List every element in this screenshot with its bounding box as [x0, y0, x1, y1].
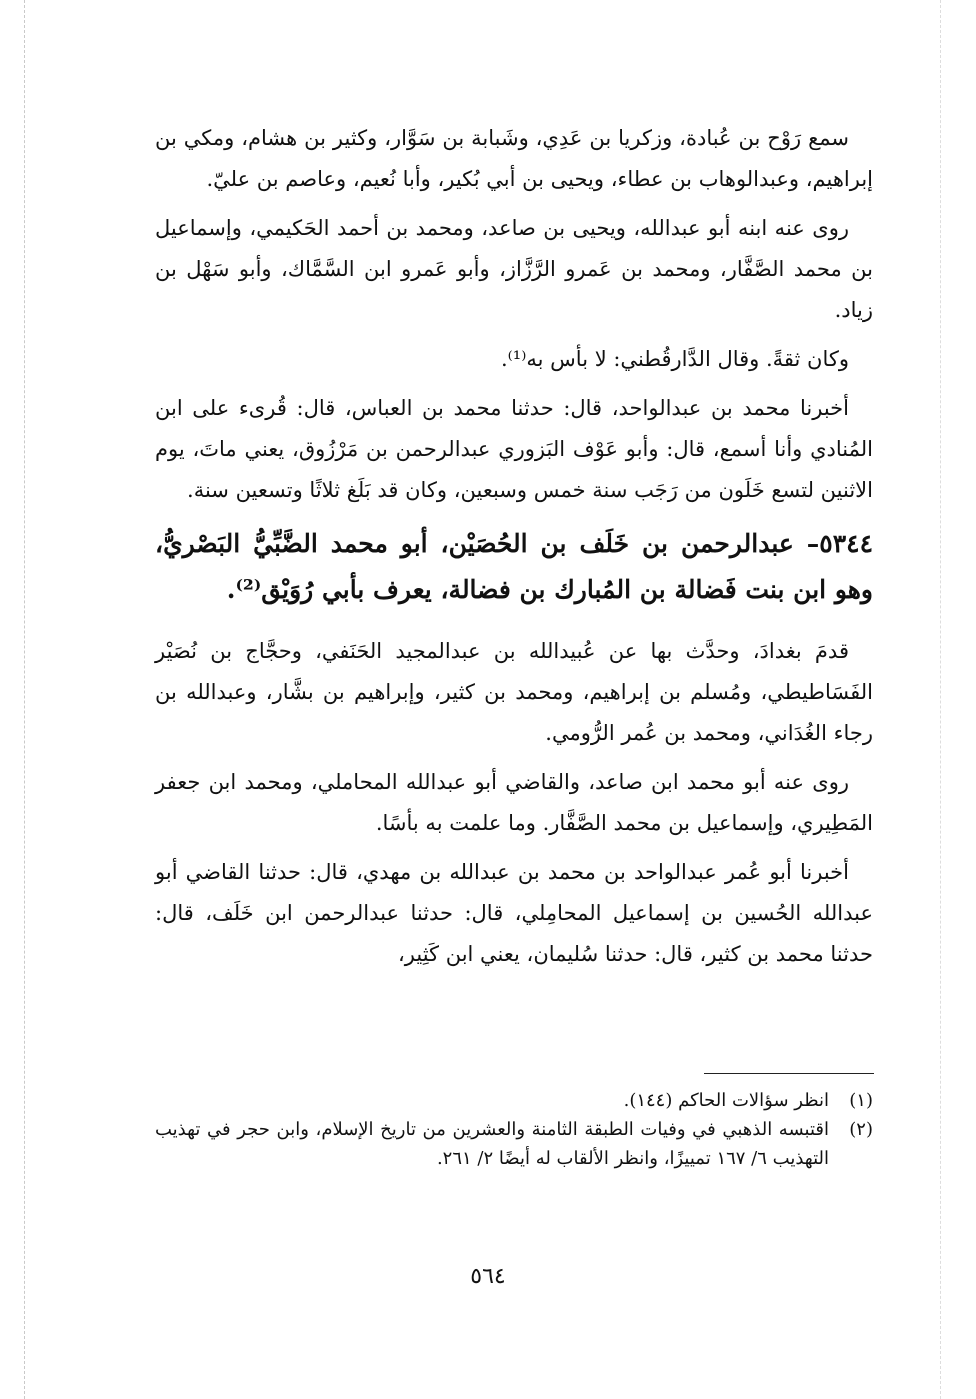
footnote-number: (١) — [849, 1090, 873, 1111]
scan-edge-right — [940, 0, 941, 1399]
paragraph-entry-isnad: أخبرنا أبو عُمر عبدالواحد بن محمد بن عبدالله بن مهدي، قال: حدثنا القاضي أبو عبدالله الحُسين بن إسماعيل المحامِلي، قال: حدثنا عبدالرحمن ابن خَلَف، قال: حدثنا محمد بن كثير، قال: حدثنا سُليمان، يعني ابن كَثِير، — [155, 860, 873, 966]
footnote-separator — [704, 1073, 874, 1074]
footnotes — [155, 1086, 873, 1173]
paragraph-teachers: سمع رَوْح بن عُبادة، وزكريا بن عَدِي، وشَبابة بن سَوَّار، وكثير بن هشام، ومكي بن إبراهيم، وعبدالوهاب بن عطاء، ويحيى بن أبي بُكير، وأبا نُعيم، وعاصم بن عليّ. — [155, 126, 873, 191]
main-text — [155, 118, 873, 983]
footnote-2 — [155, 1115, 873, 1173]
scan-edge-left — [24, 0, 25, 1399]
paragraph-grading: وكان ثقةً. وقال الدَّارقُطني: لا بأس به⁽¹⁾. — [500, 347, 849, 371]
entry-heading: ٥٣٤٤– عبدالرحمن بن خَلَف بن الحُصَيْن، أبو محمد الضَّبِّيُّ البَصْريُّ، وهو ابن بنت فَضالة بن المُبارك بن فضالة، يعرف بأبي رُوَيْق⁽²⁾. — [155, 529, 873, 604]
footnote-number: (٢) — [849, 1119, 873, 1140]
footnote-text: انظر سؤالات الحاكم (١٤٤). — [623, 1090, 829, 1111]
footnote-1 — [155, 1086, 873, 1115]
paragraph-entry-teachers: قدمَ بغدادَ، وحدَّث بها عن عُبيدالله بن عبدالمجيد الحَنَفي، وحجَّاج بن نُصَيْر الفَسَاطيطي، ومُسلم بن إبراهيم، ومحمد بن كثير، وإبراهيم بن بشَّار، وعبدالله بن رجاء الغُدَاني، ومحمد بن عُمر الرُّومي. — [155, 639, 873, 745]
paragraph-students: روى عنه ابنه أبو عبدالله، ويحيى بن صاعد، ومحمد بن أحمد الحَكيمي، وإسماعيل بن محمد الصَّفَّار، ومحمد بن عَمرو الرَّزَّاز، وأبو عَمرو ابن السَّمَّاك، وأبو سَهْل بن زياد. — [155, 216, 873, 322]
footnote-text: اقتبسه الذهبي في وفيات الطبقة الثامنة والعشرين من تاريخ الإسلام، وابن حجر في تهذيب التهذيب ٦/ ١٦٧ تمييزًا، وانظر الألقاب له أيضًا ٢/ ٢٦١. — [155, 1119, 829, 1169]
paragraph-entry-students: روى عنه أبو محمد ابن صاعد، والقاضي أبو عبدالله المحاملي، ومحمد ابن جعفر المَطِيري، وإسماعيل بن محمد الصَّفَّار. وما علمت به بأسًا. — [155, 770, 873, 835]
page-number: ٥٦٤ — [470, 1264, 506, 1289]
paragraph-death-report: أخبرنا محمد بن عبدالواحد، قال: حدثنا محمد بن العباس، قال: قُرىء على ابن المُنادي وأنا أسمع، قال: وأبو عَوْف البَزوري عبدالرحمن بن مَرْزُوق، يعني ماتَ، يوم الاثنين لتسع خَلَون من رَجَب سنة خمس وسبعين، وكان قد بَلَغ ثلاثًا وتسعين سنة. — [155, 396, 873, 502]
